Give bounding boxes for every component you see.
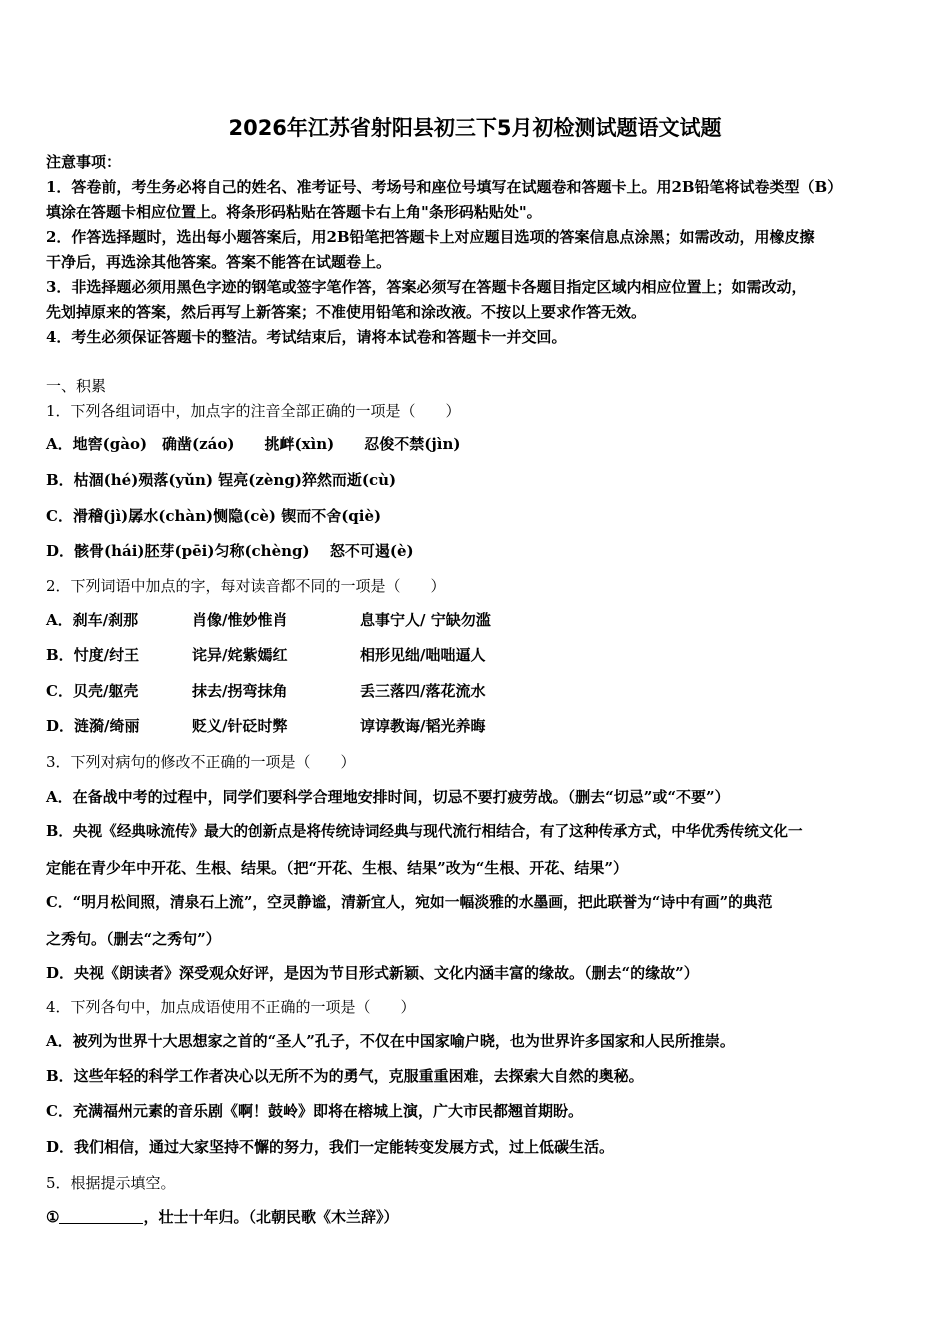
option-part: 肖像/惟妙惟肖 — [192, 611, 288, 629]
item-text: ，壮士十年归。（北朝民歌《木兰辞》） — [143, 1208, 399, 1226]
notice-line: 填涂在答题卡相应位置上。将条形码粘贴在答题卡右上角"条形码粘贴处"。 — [46, 203, 542, 221]
notice-line: 干净后，再选涂其他答案。答案不能答在试题卷上。 — [46, 253, 392, 271]
question-3-option-b-cont: 定能在青少年中开花、生根、结果。（把“开花、生根、结果”改为“生根、开花、结果”） — [46, 859, 629, 877]
question-1-stem: 1．下列各组词语中，加点字的注音全部正确的一项是（ ） — [46, 402, 461, 420]
question-3-option-b: B．央视《经典咏流传》最大的创新点是将传统诗词经典与现代流行相结合，有了这种传承方式，中华优秀传统文化一 — [46, 823, 803, 840]
option-part: A．刹车/刹那 — [46, 611, 139, 629]
section-heading: 一、积累 — [46, 377, 107, 395]
fill-blank[interactable] — [59, 1209, 143, 1224]
question-4-option-c: C．充满福州元素的音乐剧《啊！鼓岭》即将在榕城上演，广大市民都翘首期盼。 — [46, 1102, 583, 1120]
question-2-stem: 2．下列词语中加点的字，每对读音都不同的一项是（ ） — [46, 577, 446, 595]
question-3-stem: 3．下列对病句的修改不正确的一项是（ ） — [46, 753, 356, 771]
option-part: B．忖度/纣王 — [46, 646, 140, 664]
question-1-option-d: D．骸骨(hái)胚芽(pēi)匀称(chèng) 怒不可遏(è) — [46, 542, 414, 560]
notice-heading: 注意事项： — [46, 153, 122, 171]
notice-line: 1．答卷前，考生务必将自己的姓名、准考证号、考场号和座位号填写在试题卷和答题卡上。用2B铅笔将试卷类型（B） — [46, 178, 843, 196]
option-part: 谆谆教诲/韬光养晦 — [360, 717, 486, 735]
option-part: D．涟漪/绮丽 — [46, 717, 140, 735]
notice-line: 3．非选择题必须用黑色字迹的钢笔或签字笔作答，答案必须写在答题卡各题目指定区域内相应位置上；如需改动， — [46, 278, 807, 296]
question-4-option-a: A．被列为世界十大思想家之首的“圣人”孔子，不仅在中国家喻户晓，也为世界许多国家和人民所推崇。 — [46, 1032, 735, 1050]
question-4-stem: 4．下列各句中，加点成语使用不正确的一项是（ ） — [46, 998, 416, 1016]
notice-line: 先划掉原来的答案，然后再写上新答案；不准使用铅笔和涂改液。不按以上要求作答无效。 — [46, 303, 647, 321]
option-part: 息事宁人/ 宁缺勿滥 — [360, 611, 491, 629]
question-3-option-a: A．在备战中考的过程中，同学们要科学合理地安排时间，切忌不要打疲劳战。（删去“切忌”或“不要”） — [46, 788, 730, 806]
question-3-option-d: D．央视《朗读者》深受观众好评，是因为节目形式新颖、文化内涵丰富的缘故。（删去“的缘故”） — [46, 964, 699, 982]
option-part: 诧异/姹紫嫣红 — [192, 646, 288, 664]
question-2-option-b — [46, 645, 946, 665]
question-4-option-d: D．我们相信，通过大家坚持不懈的努力，我们一定能转变发展方式，过上低碳生活。 — [46, 1138, 615, 1156]
question-2-option-d — [46, 716, 946, 736]
question-4-option-b: B．这些年轻的科学工作者决心以无所不为的勇气，克服重重困难，去探索大自然的奥秘。 — [46, 1067, 644, 1085]
question-3-option-c: C．“明月松间照，清泉石上流”，空灵静谧，清新宜人，宛如一幅淡雅的水墨画，把此联誉为“诗中有画”的典范 — [46, 894, 773, 911]
notice-line: 2．作答选择题时，选出每小题答案后，用2B铅笔把答题卡上对应题目选项的答案信息点涂黑；如需改动，用橡皮擦 — [46, 228, 815, 246]
option-part: C．贝壳/躯壳 — [46, 682, 139, 700]
option-part: 抹去/拐弯抹角 — [192, 682, 288, 700]
question-3-option-c-cont: 之秀句。（删去“之秀句”） — [46, 930, 221, 948]
option-part: 丢三落四/落花流水 — [360, 682, 486, 700]
option-part: 相形见绌/咄咄逼人 — [360, 646, 486, 664]
question-1-option-c: C．滑稽(jì)孱水(chàn)恻隐(cè) 锲而不舍(qiè) — [46, 507, 382, 525]
question-2-option-a — [46, 610, 946, 630]
question-5-item-1 — [46, 1207, 398, 1227]
question-5-stem: 5．根据提示填空。 — [46, 1174, 176, 1192]
question-2-option-c — [46, 681, 946, 701]
item-number: ① — [46, 1208, 60, 1226]
page-title: 2026年江苏省射阳县初三下5月初检测试题语文试题 — [228, 116, 722, 140]
question-1-option-b: B．枯涸(hé)殒落(yǔn) 锃亮(zèng)猝然而逝(cù) — [46, 471, 397, 489]
question-1-option-a: A．地窖(gào) 确凿(záo) 挑衅(xìn) 忍俊不禁(jìn) — [46, 435, 461, 453]
option-part: 贬义/针砭时弊 — [192, 717, 288, 735]
notice-line: 4．考生必须保证答题卡的整洁。考试结束后，请将本试卷和答题卡一并交回。 — [46, 328, 567, 346]
